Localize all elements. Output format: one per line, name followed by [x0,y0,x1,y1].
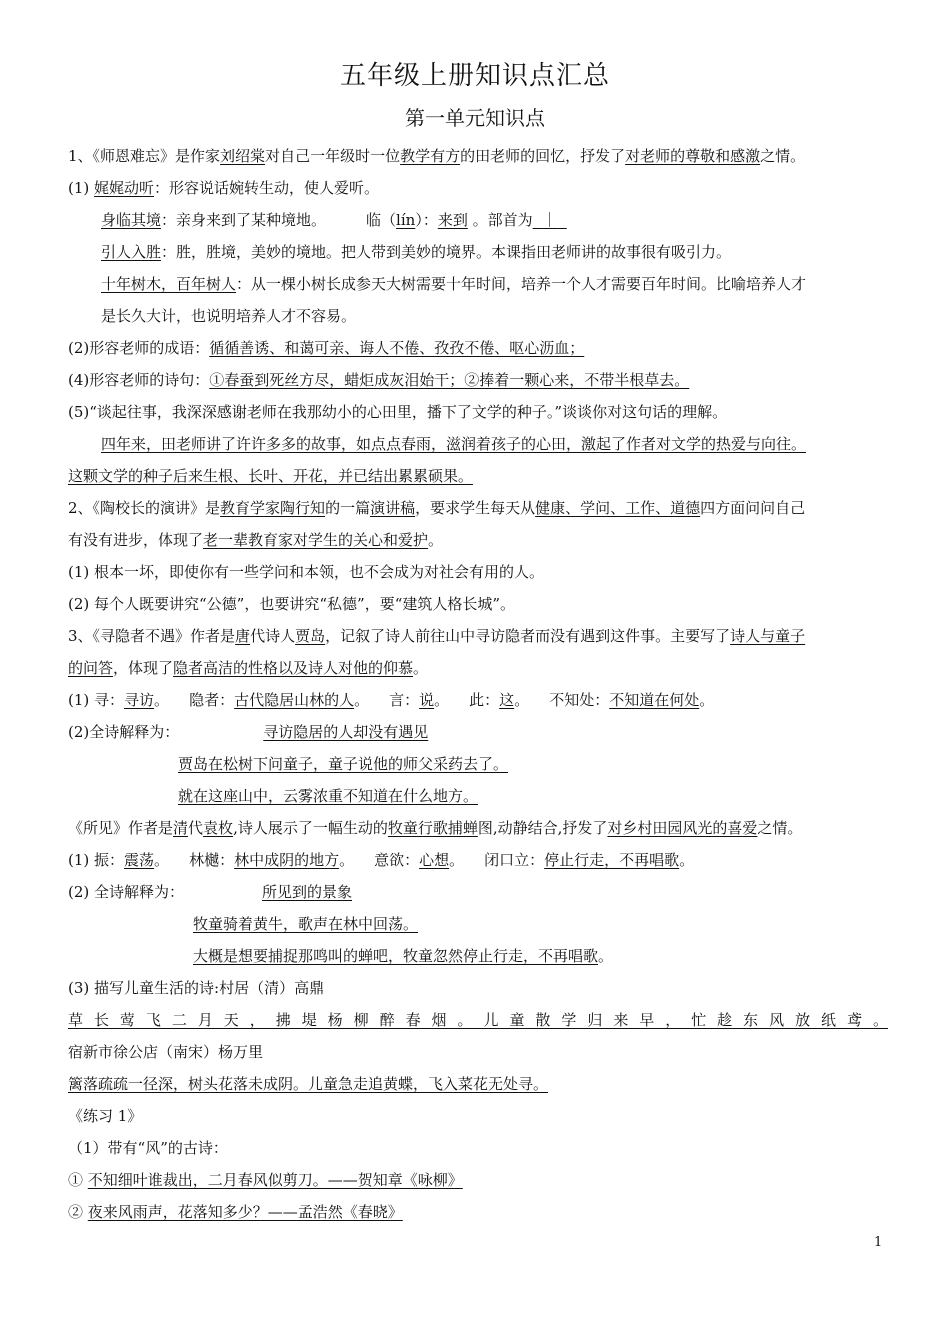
answer-5-b: 这颗文学的种子后来生根、长叶、开花，并已结出累累硕果。 [68,467,474,485]
sec2-intro-cont: 有没有进步，体现了老一辈教育家对学生的关心和爱护。 [68,531,444,549]
sec4-poem-1: 草长莺飞二月天，拂堤杨柳醉春烟。儿童散学归来早，忙趁东风放纸鸢。 [68,1011,888,1029]
sec3-explain-3: 就在这座山中，云雾浓重不知道在什么地方。 [178,787,479,805]
word-explain-1: (1) 娓娓动听：形容说话婉转生动，使人爱听。 [68,179,380,197]
word-explain-4-cont: 是长久大计，也说明培养人才不容易。 [101,307,357,325]
question-5: (5)“谈起往事，我深深感谢老师在我那幼小的心田里，播下了文学的种子。”谈谈你对这句话的理解。 [68,403,728,421]
sec2-point-1: (1) 根本一坏，即使你有一些学问和本领，也不会成为对社会有用的人。 [68,563,545,581]
sec4-poem-title-1: (3) 描写儿童生活的诗:村居（清）高鼎 [68,979,325,997]
sec4-words: (1) 振：震荡。 林樾：林中成阴的地方。 意欲：心想。 闭口立：停止行走，不再唱歌。 [68,851,695,869]
word-explain-2: 身临其境：亲身来到了某种境地。 临（lín）：来到 。部首为 ｜ [101,211,558,229]
sec4-explain-3: 大概是想要捕捉那鸣叫的蝉吧，牧童忽然停止行走，不再唱歌。 [193,947,614,965]
sec4-intro: 《所见》作者是清代袁枚,诗人展示了一幅生动的牧童行歌捕蝉图,动静结合,抒发了对乡村田园风光的喜爱之情。 [68,819,803,837]
word-explain-3: 引人入胜：胜，胜境，美妙的境地。把人带到美妙的境界。本课指田老师讲的故事很有吸引力。 [101,243,732,261]
sec2-intro: 2、《陶校长的演讲》是教育学家陶行知的一篇演讲稿，要求学生每天从健康、学问、工作、道德四方面问问自己 [68,499,806,517]
idioms-line: (2)形容老师的成语：循循善诱、和蔼可亲、诲人不倦、孜孜不倦、呕心沥血； [68,339,585,357]
sec4-explain-2: 牧童骑着黄牛，歌声在林中回荡。 [193,915,419,933]
sec1-intro: 1、《师恩难忘》是作家刘绍棠对自己一年级时一位教学有方的田老师的回忆，抒发了对老师的尊敬和感激之情。 [68,147,806,165]
sec3-intro-cont: 的问答，体现了隐者高洁的性格以及诗人对他的仰慕。 [68,659,429,677]
unit-subtitle: 第一单元知识点 [405,106,545,130]
sec3-explain-2: 贾岛在松树下问童子，童子说他的师父采药去了。 [178,755,509,773]
sec2-point-2: (2) 每个人既要讲究“公德”，也要讲究“私德”，要“建筑人格长城”。 [68,595,516,613]
page-number: 1 [874,1235,883,1250]
sec3-words: (1) 寻：寻访。 隐者：古代隐居山林的人。 言：说。 此：这。 不知处：不知道在何处。 [68,691,715,709]
practice-item-1: ① 不知细叶谁裁出，二月春风似剪刀。——贺知章《咏柳》 [68,1171,463,1189]
practice-subtitle: （1）带有“风”的古诗： [68,1139,228,1157]
sec4-poem-title-2: 宿新市徐公店（南宋）杨万里 [68,1043,264,1061]
answer-5-a: 四年来，田老师讲了许许多多的故事，如点点春雨，滋润着孩子的心田，激起了作者对文学的热爱与向往。 [101,435,807,453]
sec4-poem-2: 篱落疏疏一径深，树头花落未成阴。儿童急走追黄蝶，飞入菜花无处寻。 [68,1075,549,1093]
practice-title: 《练习 1》 [68,1107,143,1125]
practice-item-2: ② 夜来风雨声，花落知多少？——孟浩然《春晓》 [68,1203,403,1221]
sec4-explain-head: (2) 全诗解释为： 所见到的景象 [68,883,353,901]
sec3-explain-head: (2)全诗解释为： 寻访隐居的人却没有遇见 [68,723,429,741]
poems-line: (4)形容老师的诗句：①春蚕到死丝方尽，蜡炬成灰泪始干；②捧着一颗心来，不带半根草去。 [68,371,690,389]
content-body [68,140,888,1228]
word-explain-4: 十年树木，百年树人：从一棵小树长成参天大树需要十年时间，培养一个人才需要百年时间。比喻培养人才 [101,275,807,293]
sec3-intro: 3、《寻隐者不遇》作者是唐代诗人贾岛，记叙了诗人前往山中寻访隐者而没有遇到这件事。主要写了诗人与童子 [68,627,806,645]
page-title: 五年级上册知识点汇总 [339,61,610,91]
